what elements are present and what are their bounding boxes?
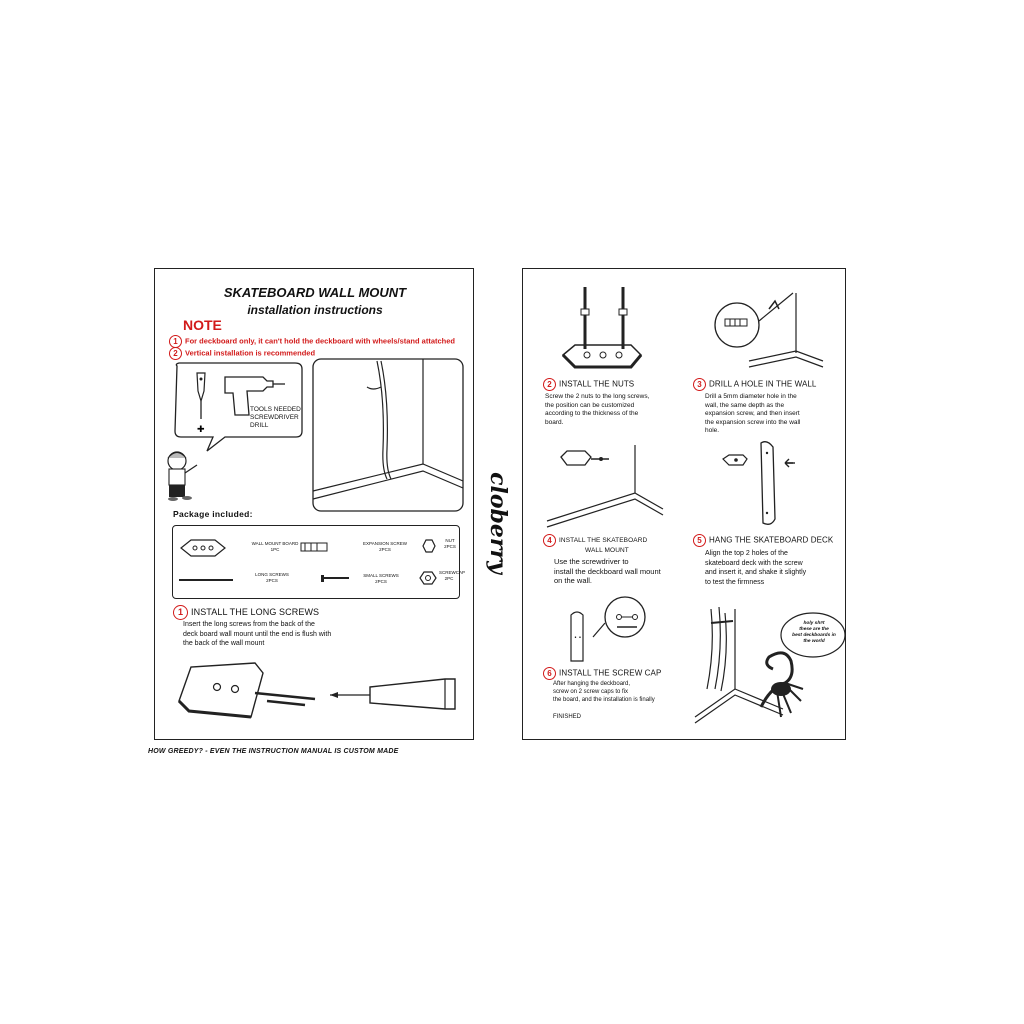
package-item-long-screws: LONG SCREWS 2PCS	[255, 572, 289, 583]
step-number: 5	[693, 534, 706, 547]
svg-text:• •: • •	[574, 635, 582, 641]
step-6-description: After hanging the deckboard, screw on 2 screw caps to fix the board, and the installation is finally	[553, 681, 655, 703]
footer-caption: HOW GREEDY? - EVEN THE INSTRUCTION MANUAL IS CUSTOM MADE	[148, 748, 399, 755]
speech-bubble-text: holy sh#t these are the best deckboards in the world	[792, 621, 836, 644]
package-item-wall-mount-board: WALL MOUNT BOARD 1PC	[251, 541, 299, 552]
manual-title: SKATEBOARD WALL MOUNT	[223, 285, 407, 300]
step-5-description: Align the top 2 holes of the skateboard deck with the screw and insert it, and shake it slightly to test the firmness	[705, 550, 807, 586]
brand-wordmark: cloberry	[485, 472, 511, 574]
step-1-illustration	[155, 269, 475, 741]
finished-mount-illustration	[523, 269, 847, 741]
note-number: 1	[169, 335, 182, 348]
step-4-description: Use the screwdriver to install the deckboard wall mount on the wall.	[554, 557, 661, 585]
step-title: INSTALL THE NUTS	[559, 379, 635, 389]
step-number: 6	[543, 667, 556, 680]
step-title: HANG THE SKATEBOARD DECK	[709, 535, 834, 545]
step-title: INSTALL THE SCREW CAP	[559, 668, 662, 678]
finished-label: FINISHED	[553, 714, 582, 720]
svg-text:✚: ✚	[197, 425, 205, 435]
tool-screwdriver-label: SCREWDRIVER	[250, 414, 299, 421]
brand-logo	[478, 458, 518, 588]
note-text: Vertical installation is recommended	[185, 348, 316, 358]
right-instruction-page	[522, 268, 846, 740]
note-text: For deckboard only, it can't hold the deckboard with wheels/stand attatched	[185, 336, 456, 346]
package-item-small-screws: SMALL SCREWS 2PCS	[363, 573, 399, 584]
package-item-expansion-screw: EXPANSION SCREW 2PCS	[363, 541, 407, 552]
step-number: 4	[543, 534, 556, 547]
manual-subtitle: installation instructions	[247, 303, 383, 317]
note-number: 2	[169, 347, 182, 360]
package-item-screwcap: SCREWCAP 2PC	[439, 570, 466, 581]
left-instruction-page	[154, 268, 474, 740]
tools-needed-label: TOOLS NEEDED	[250, 406, 301, 413]
tool-drill-label: DRILL	[250, 422, 269, 429]
package-item-nut: NUT 2PCS	[444, 538, 456, 549]
note-heading: NOTE	[183, 317, 222, 333]
step-number: 3	[693, 378, 706, 391]
step-3-description: Drill a 5mm diameter hole in the wall, the same depth as the expansion screw, and then insert the expansion screw into the wall hole.	[705, 393, 801, 434]
step-number: 1	[173, 605, 188, 620]
step-1-description: Insert the long screws from the back of the deck board wall mount until the end is flush with the back of the wall mount	[183, 621, 332, 647]
step-number: 2	[543, 378, 556, 391]
step-2-description: Screw the 2 nuts to the long screws, the position can be customized according to the thickness of the board.	[545, 393, 650, 426]
step-title-line-2: WALL MOUNT	[585, 547, 629, 554]
step-title: DRILL A HOLE IN THE WALL	[709, 379, 817, 389]
package-heading: Package included:	[173, 509, 253, 519]
step-title: INSTALL THE LONG SCREWS	[191, 606, 320, 617]
step-title: INSTALL THE SKATEBOARD	[559, 537, 648, 545]
